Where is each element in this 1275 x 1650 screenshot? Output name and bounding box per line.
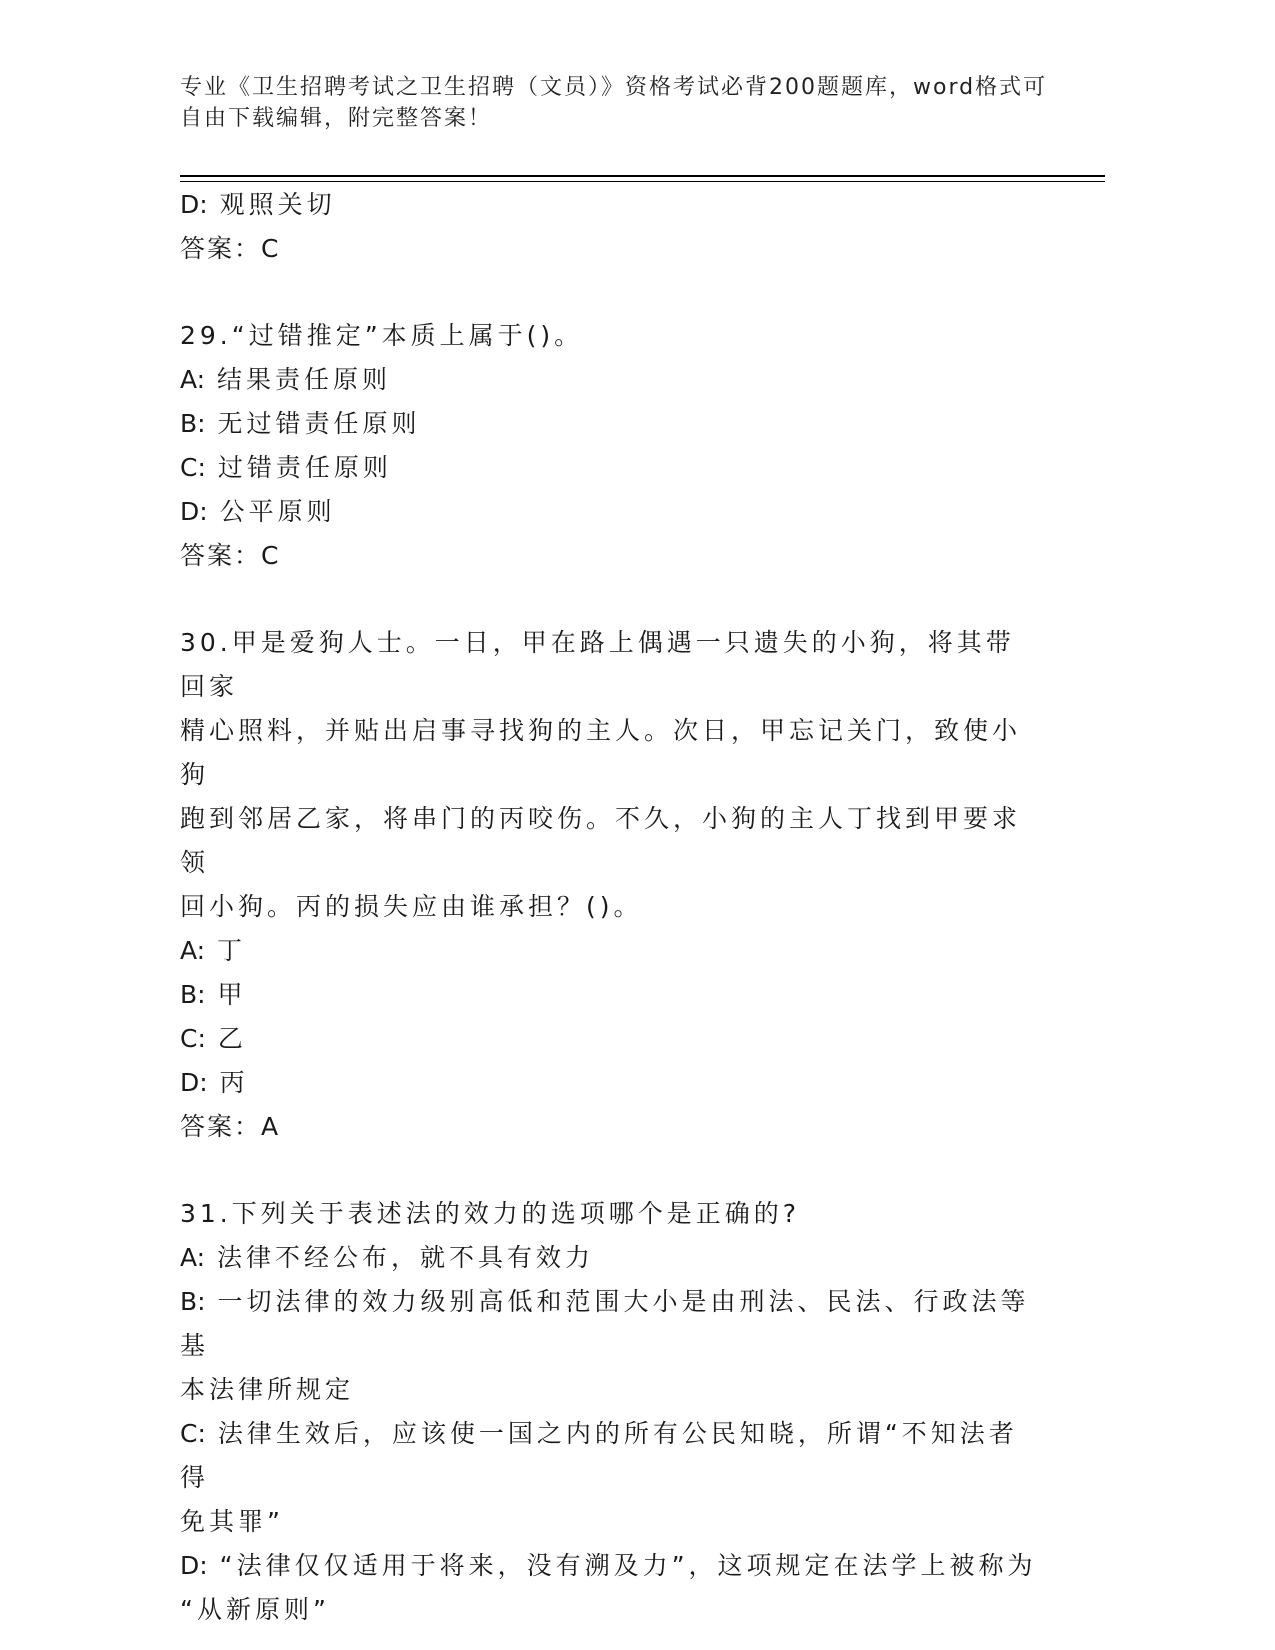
option-key: A: bbox=[180, 936, 206, 965]
option-text: 一切法律的效力级别高低和范围大小是由刑法、民法、行政法等基 bbox=[180, 1287, 1030, 1360]
question-31-option-a bbox=[180, 1236, 1040, 1280]
option-key: D: bbox=[180, 497, 208, 526]
option-key: D: bbox=[180, 1068, 208, 1097]
question-30-option-c bbox=[180, 1017, 1040, 1061]
option-key: C: bbox=[180, 1024, 206, 1053]
answer-label: 答案： bbox=[180, 234, 262, 263]
option-key: C: bbox=[180, 1419, 206, 1448]
option-key: C: bbox=[180, 453, 206, 482]
option-text-continued: “从新原则” bbox=[180, 1595, 330, 1624]
question-30-option-b bbox=[180, 973, 1040, 1017]
option-key: D: bbox=[180, 1551, 208, 1580]
question-29-option-c bbox=[180, 446, 1040, 490]
option-text: 法律生效后，应该使一国之内的所有公民知晓，所谓“不知法者得 bbox=[180, 1419, 1018, 1492]
question-30-title-line: 精心照料，并贴出启事寻找狗的主人。次日，甲忘记关门，致使小狗 bbox=[180, 716, 1022, 789]
answer-label: 答案： bbox=[180, 1112, 262, 1141]
header-rule-thick bbox=[180, 175, 1105, 177]
option-text: 丙 bbox=[219, 1068, 249, 1097]
option-key: A: bbox=[180, 365, 206, 394]
option-text: “法律仅仅适用于将来，没有溯及力”，这项规定在法学上被称为 bbox=[219, 1551, 1037, 1580]
option-text: 观照关切 bbox=[219, 190, 336, 219]
header-rule-thin bbox=[180, 181, 1105, 182]
option-text: 结果责任原则 bbox=[217, 365, 392, 394]
question-30-title-line: 回小狗。丙的损失应由谁承担？()。 bbox=[180, 892, 643, 921]
option-text-continued: 本法律所规定 bbox=[180, 1375, 355, 1404]
question-30-option-a bbox=[180, 929, 1040, 973]
option-key: B: bbox=[180, 980, 206, 1009]
question-29-option-b bbox=[180, 402, 1040, 446]
question-30-title-line: 跑到邻居乙家，将串门的丙咬伤。不久，小狗的主人丁找到甲要求领 bbox=[180, 804, 1022, 877]
answer-value: C bbox=[261, 541, 281, 570]
question-31-option-b bbox=[180, 1280, 1040, 1412]
question-29-answer bbox=[180, 534, 1040, 578]
question-30-title bbox=[180, 621, 1040, 929]
answer-value: C bbox=[261, 234, 281, 263]
option-key: D: bbox=[180, 190, 208, 219]
answer-label: 答案： bbox=[180, 541, 262, 570]
answer-value: A bbox=[261, 1112, 281, 1141]
question-30-answer bbox=[180, 1105, 1040, 1149]
question-31-title: 31.下列关于表述法的效力的选项哪个是正确的? bbox=[180, 1199, 801, 1228]
option-text: 过错责任原则 bbox=[217, 453, 392, 482]
prev-answer bbox=[180, 227, 1040, 271]
question-29-option-a bbox=[180, 358, 1040, 402]
question-30-option-d bbox=[180, 1061, 1040, 1105]
option-text: 无过错责任原则 bbox=[217, 409, 421, 438]
question-29-title: 29.“过错推定”本质上属于()。 bbox=[180, 321, 584, 350]
prev-option-d bbox=[180, 183, 1040, 227]
option-text: 法律不经公布，就不具有效力 bbox=[217, 1243, 595, 1272]
option-text: 甲 bbox=[217, 980, 247, 1009]
question-29-option-d bbox=[180, 490, 1040, 534]
option-text: 丁 bbox=[217, 936, 247, 965]
question-31-option-d bbox=[180, 1544, 1040, 1632]
option-key: B: bbox=[180, 409, 206, 438]
option-key: B: bbox=[180, 1287, 206, 1316]
option-key: A: bbox=[180, 1243, 206, 1272]
question-30-title-line: 30.甲是爱狗人士。一日，甲在路上偶遇一只遗失的小狗，将其带回家 bbox=[180, 628, 1015, 701]
question-31-option-c bbox=[180, 1412, 1040, 1544]
option-text-continued: 免其罪” bbox=[180, 1507, 284, 1536]
page-header: 专业《卫生招聘考试之卫生招聘（文员）》资格考试必背200题题库，word格式可自由下载编辑，附完整答案！ bbox=[180, 75, 1048, 131]
questions-content bbox=[180, 183, 1040, 1632]
option-text: 公平原则 bbox=[219, 497, 336, 526]
option-text: 乙 bbox=[217, 1024, 247, 1053]
